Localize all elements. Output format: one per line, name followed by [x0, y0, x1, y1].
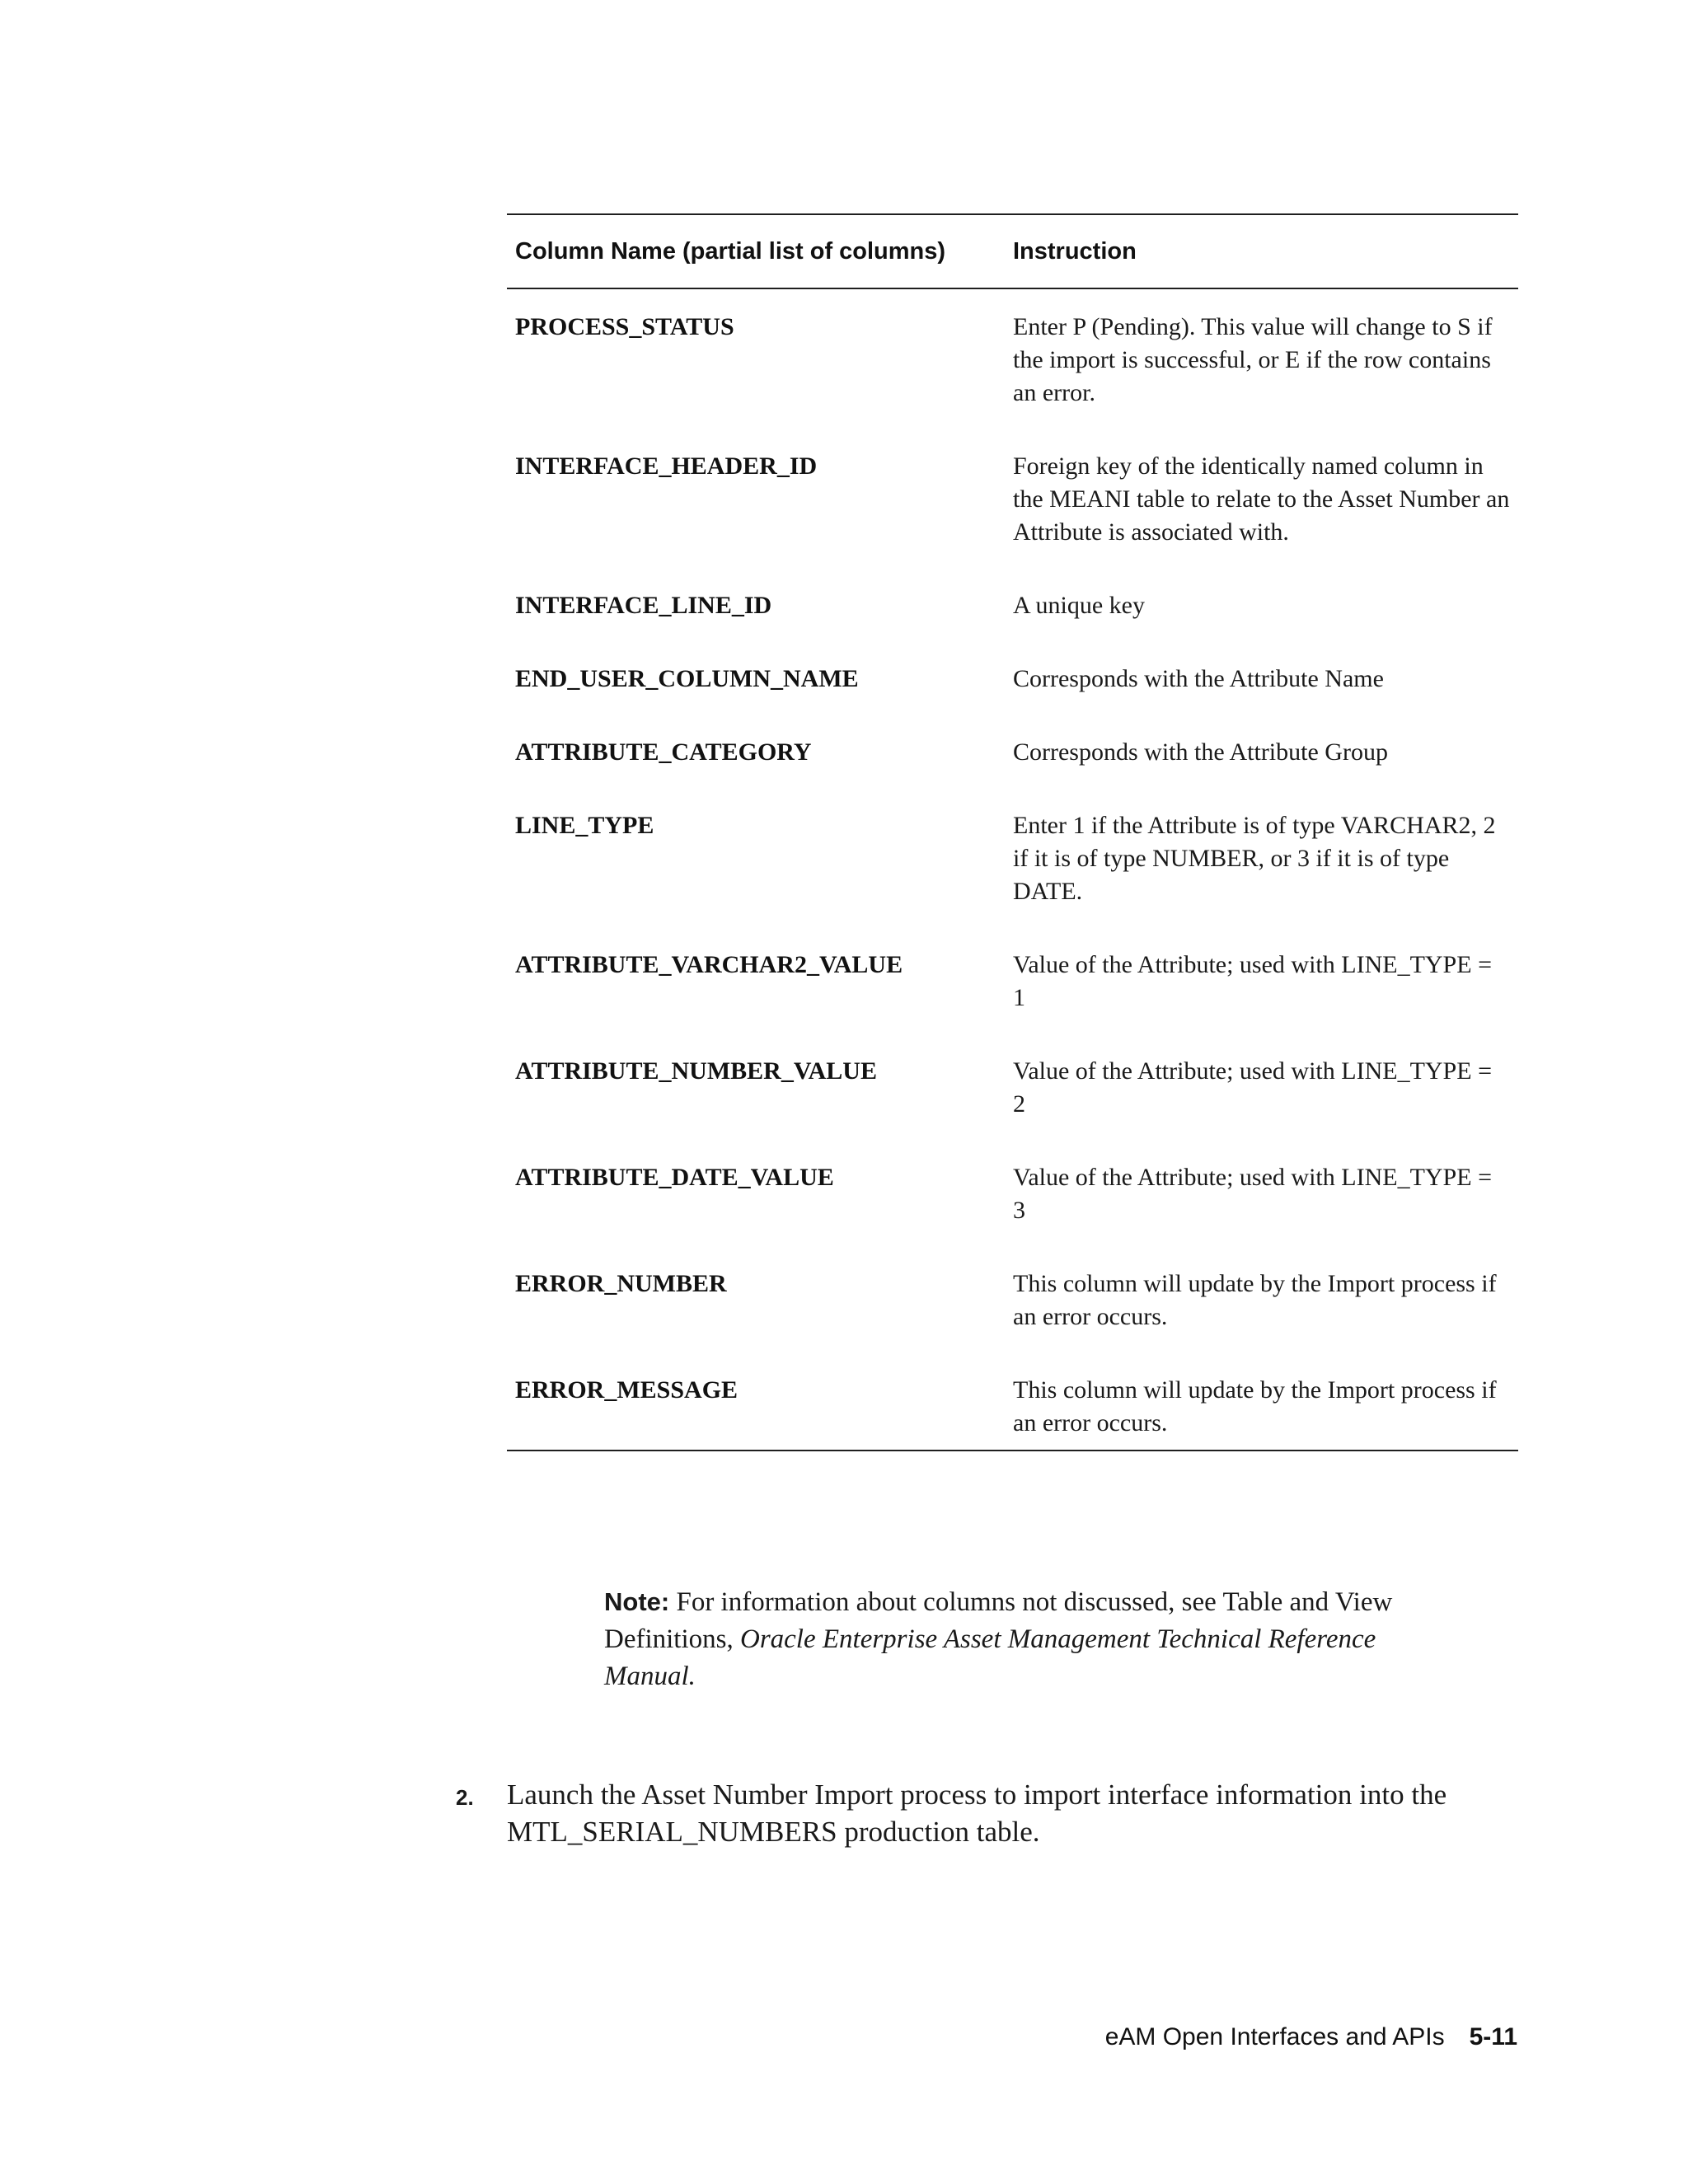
instruction-cell: A unique key: [1013, 592, 1145, 619]
column-name-cell: ERROR_NUMBER: [515, 1270, 727, 1297]
table-row: [507, 1374, 1518, 1440]
instruction-cell: Enter 1 if the Attribute is of type VARCHAR2, 2 if it is of type NUMBER, or 3 if it is of type DATE.: [1013, 812, 1496, 905]
note-reference: Oracle Enterprise Asset Management Technical Reference Manual.: [604, 1624, 1376, 1691]
table-row: [507, 736, 1518, 769]
instruction-cell: Value of the Attribute; used with LINE_TYPE = 3: [1013, 1164, 1492, 1224]
header-column-name: Column Name (partial list of columns): [515, 237, 946, 265]
column-name-cell: ATTRIBUTE_DATE_VALUE: [515, 1164, 834, 1191]
table-row: [507, 589, 1518, 622]
step-number: 2.: [456, 1785, 474, 1810]
instruction-cell: Corresponds with the Attribute Group: [1013, 738, 1388, 766]
instruction-cell: This column will update by the Import process if an error occurs.: [1013, 1270, 1497, 1330]
columns-table: [507, 213, 1518, 1451]
table-row: [507, 663, 1518, 696]
procedure-step: [456, 1776, 1527, 1850]
column-name-cell: PROCESS_STATUS: [515, 313, 734, 340]
table-row: [507, 809, 1518, 908]
page-footer: [1105, 2023, 1517, 2051]
column-name-cell: ERROR_MESSAGE: [515, 1376, 738, 1404]
table-row: [507, 1161, 1518, 1227]
column-name-cell: END_USER_COLUMN_NAME: [515, 665, 859, 692]
instruction-cell: Foreign key of the identically named column in the MEANI table to relate to the Asset Number an Attribute is associated with.: [1013, 452, 1510, 546]
column-name-cell: ATTRIBUTE_VARCHAR2_VALUE: [515, 951, 903, 978]
table-header: [507, 215, 1518, 288]
note-text: For information about columns not discussed, see Table and View Definitions,: [604, 1587, 1393, 1654]
table-row: [507, 311, 1518, 410]
table-body: [507, 289, 1518, 1450]
table-row: [507, 1055, 1518, 1121]
column-name-cell: LINE_TYPE: [515, 812, 654, 839]
note-label: Note:: [604, 1587, 670, 1616]
footer-section-title: eAM Open Interfaces and APIs: [1104, 2023, 1445, 2050]
note-block: [604, 1583, 1437, 1695]
column-name-cell: INTERFACE_HEADER_ID: [515, 452, 818, 480]
instruction-cell: Corresponds with the Attribute Name: [1013, 665, 1384, 692]
instruction-cell: Value of the Attribute; used with LINE_TYPE = 1: [1013, 951, 1492, 1011]
page-number: 5-11: [1469, 2023, 1517, 2050]
instruction-cell: This column will update by the Import process if an error occurs.: [1013, 1376, 1497, 1436]
table-row: [507, 450, 1518, 549]
column-name-cell: ATTRIBUTE_CATEGORY: [515, 738, 812, 766]
table-row: [507, 949, 1518, 1015]
header-instruction: Instruction: [1013, 237, 1137, 265]
instruction-cell: Value of the Attribute; used with LINE_TYPE = 2: [1013, 1057, 1492, 1118]
column-name-cell: ATTRIBUTE_NUMBER_VALUE: [515, 1057, 877, 1085]
step-text: Launch the Asset Number Import process to import interface information into the MTL_SERIAL_NUMBERS production table.: [507, 1779, 1447, 1848]
table-row: [507, 1268, 1518, 1333]
table-bottom-rule: [507, 1450, 1518, 1451]
column-name-cell: INTERFACE_LINE_ID: [515, 592, 772, 619]
instruction-cell: Enter P (Pending). This value will change to S if the import is successful, or E if the row contains an error.: [1013, 313, 1493, 406]
